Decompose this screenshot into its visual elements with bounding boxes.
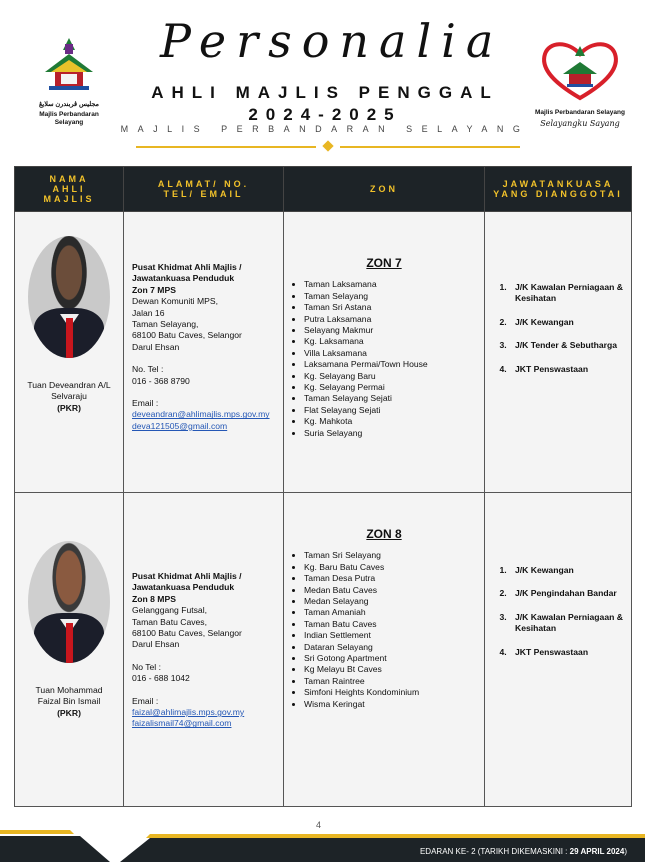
committee-list — [485, 565, 631, 658]
tel-number: 016 - 368 8790 — [132, 375, 190, 386]
list-item: 2. J/K Pengindahan Bandar — [509, 588, 631, 599]
list-item: • Taman Selayang Sejati — [304, 393, 484, 404]
list-item: • Kg. Baru Batu Caves — [304, 562, 484, 573]
email-label: Email : — [132, 695, 159, 706]
email-link[interactable]: faizal@ahlimajlis.mps.gov.my — [132, 707, 245, 718]
zone-area-list — [284, 279, 484, 439]
address-line: Jalan 16 — [132, 307, 165, 318]
list-item: • Taman Sri Astana — [304, 302, 484, 313]
email-link[interactable]: deveandran@ahlimajlis.mps.gov.my — [132, 409, 270, 420]
member-photo — [28, 541, 110, 663]
office-line1: Pusat Khidmat Ahli Majlis / — [132, 571, 242, 581]
tel-label: No Tel : — [132, 661, 161, 672]
email-link[interactable]: faizalismail74@gmail.com — [132, 718, 232, 729]
member-photo — [28, 236, 110, 358]
list-item: 4. JKT Penswastaan — [509, 647, 631, 658]
table-row — [15, 212, 632, 493]
member-name-line2: Faizal Bin Ismail — [37, 696, 101, 707]
list-item: • Sri Gotong Apartment — [304, 653, 484, 664]
main-title-line1: AHLI MAJLIS PENGGAL — [151, 83, 499, 102]
address-line: Gelanggang Futsal, — [132, 605, 208, 616]
member-name-line1: Tuan Deveandran A/L — [27, 380, 111, 390]
email-link[interactable]: deva121505@gmail.com — [132, 420, 228, 431]
list-item: • Putra Laksamana — [304, 314, 484, 325]
members-table — [14, 166, 632, 807]
email-label: Email : — [132, 398, 159, 409]
committee-cell — [485, 212, 632, 493]
list-item: • Indian Settlement — [304, 630, 484, 641]
header-committee: JAWATANKUASA YANG DIANGGOTAI — [485, 167, 632, 212]
list-item: 1. J/K Kawalan Perniagaan & Kesihatan — [509, 282, 631, 305]
divider-diamond — [322, 140, 333, 151]
office-line2: Jawatankuasa Penduduk — [132, 273, 235, 284]
member-cell — [15, 493, 124, 807]
edition-close: ) — [624, 847, 627, 856]
zone-title: ZON 7 — [366, 256, 402, 270]
list-item: • Medan Batu Caves — [304, 585, 484, 596]
office-line3: Zon 8 MPS — [132, 593, 176, 604]
member-name-line1: Tuan Mohammad — [35, 685, 103, 695]
zone-area-list — [284, 550, 484, 710]
list-item: • Taman Batu Caves — [304, 619, 484, 630]
list-item: • Dataran Selayang — [304, 642, 484, 653]
edition-text: EDARAN KE- 2 (TARIKH DIKEMASKINI : — [419, 847, 570, 856]
header-zone: ZON — [284, 167, 485, 212]
list-item: • Laksamana Permai/Town House — [304, 359, 484, 370]
left-logo-caption: Majlis Perbandaran Selayang — [39, 111, 99, 126]
address-line: 68100 Batu Caves, Selangor — [132, 628, 242, 639]
left-logo-jawi: مجليس ڤربندرن سلايڠ — [38, 101, 100, 108]
address-line: Darul Ehsan — [132, 639, 180, 650]
heart-crest-icon — [539, 40, 621, 102]
footer-bar — [0, 826, 645, 862]
list-item: • Taman Desa Putra — [304, 573, 484, 584]
tel-label: No. Tel : — [132, 364, 164, 375]
list-item: • Kg Melayu Bt Caves — [304, 664, 484, 675]
list-item: • Suria Selayang — [304, 428, 484, 439]
list-item: 4. JKT Penswastaan — [509, 364, 631, 375]
list-item: • Medan Selayang — [304, 596, 484, 607]
selayang-heart-logo — [535, 40, 625, 126]
member-party: (PKR) — [57, 707, 81, 718]
office-line3: Zon 7 MPS — [132, 284, 176, 295]
list-item: • Villa Laksamana — [304, 348, 484, 359]
address-line: Darul Ehsan — [132, 341, 180, 352]
member-cell — [15, 212, 124, 493]
divider-right — [340, 146, 520, 148]
office-line1: Pusat Khidmat Ahli Majlis / — [132, 262, 242, 272]
list-item: • Simfoni Heights Kondominium — [304, 687, 484, 698]
list-item: • Taman Sri Selayang — [304, 550, 484, 561]
list-item: • Kg. Selayang Baru — [304, 371, 484, 382]
script-title: Personalia — [160, 14, 504, 68]
list-item: • Selayang Makmur — [304, 325, 484, 336]
address-cell — [124, 493, 284, 807]
list-item: • Taman Selayang — [304, 291, 484, 302]
member-name — [15, 685, 123, 719]
list-item: 3. J/K Kawalan Perniagaan & Kesihatan — [509, 612, 631, 635]
list-item: 2. J/K Kewangan — [509, 317, 631, 328]
mps-crest-icon — [39, 36, 99, 94]
table-header-row — [15, 167, 632, 212]
tel-number: 016 - 688 1042 — [132, 673, 190, 684]
list-item: • Taman Laksamana — [304, 279, 484, 290]
list-item: 1. J/K Kewangan — [509, 565, 631, 576]
address-line: Taman Batu Caves, — [132, 616, 207, 627]
list-item: • Wisma Keringat — [304, 699, 484, 710]
main-title-line2: 2024-2025 — [248, 105, 402, 124]
main-title — [140, 82, 510, 126]
address-cell — [124, 212, 284, 493]
subtitle: MAJLIS PERBANDARAN SELAYANG — [120, 124, 530, 134]
list-item: • Kg. Laksamana — [304, 336, 484, 347]
edition-date: 29 APRIL 2024 — [569, 847, 625, 856]
member-name — [15, 380, 123, 414]
list-item: • Taman Raintree — [304, 676, 484, 687]
list-item: 3. J/K Tender & Sebutharga — [509, 340, 631, 351]
member-party: (PKR) — [57, 402, 81, 413]
header-name: NAMA AHLI MAJLIS — [15, 167, 124, 212]
footer-stripe-graphic — [0, 826, 645, 862]
right-logo-slogan: Selayangku Sayang — [540, 119, 620, 128]
office-line2: Jawatankuasa Penduduk — [132, 582, 235, 593]
member-name-line2: Selvaraju — [51, 391, 87, 402]
mps-logo — [28, 36, 110, 124]
list-item: • Kg. Selayang Permai — [304, 382, 484, 393]
zone-title: ZON 8 — [366, 527, 402, 541]
divider-left — [136, 146, 316, 148]
list-item: • Taman Amaniah — [304, 607, 484, 618]
page-header — [0, 0, 645, 160]
header-address: ALAMAT/ NO. TEL/ EMAIL — [124, 167, 284, 212]
list-item: • Kg. Mahkota — [304, 416, 484, 427]
page-number: 4 — [316, 820, 322, 830]
right-logo-caption: Majlis Perbandaran Selayang — [535, 109, 625, 116]
address-line: Taman Selayang, — [132, 319, 199, 330]
committee-cell — [485, 493, 632, 807]
table-row — [15, 493, 632, 807]
list-item: • Flat Selayang Sejati — [304, 405, 484, 416]
zone-cell — [284, 493, 485, 807]
address-line: 68100 Batu Caves, Selangor — [132, 330, 242, 341]
zone-cell — [284, 212, 485, 493]
address-line: Dewan Komuniti MPS, — [132, 296, 218, 307]
edition-note — [420, 847, 627, 856]
committee-list — [485, 282, 631, 375]
